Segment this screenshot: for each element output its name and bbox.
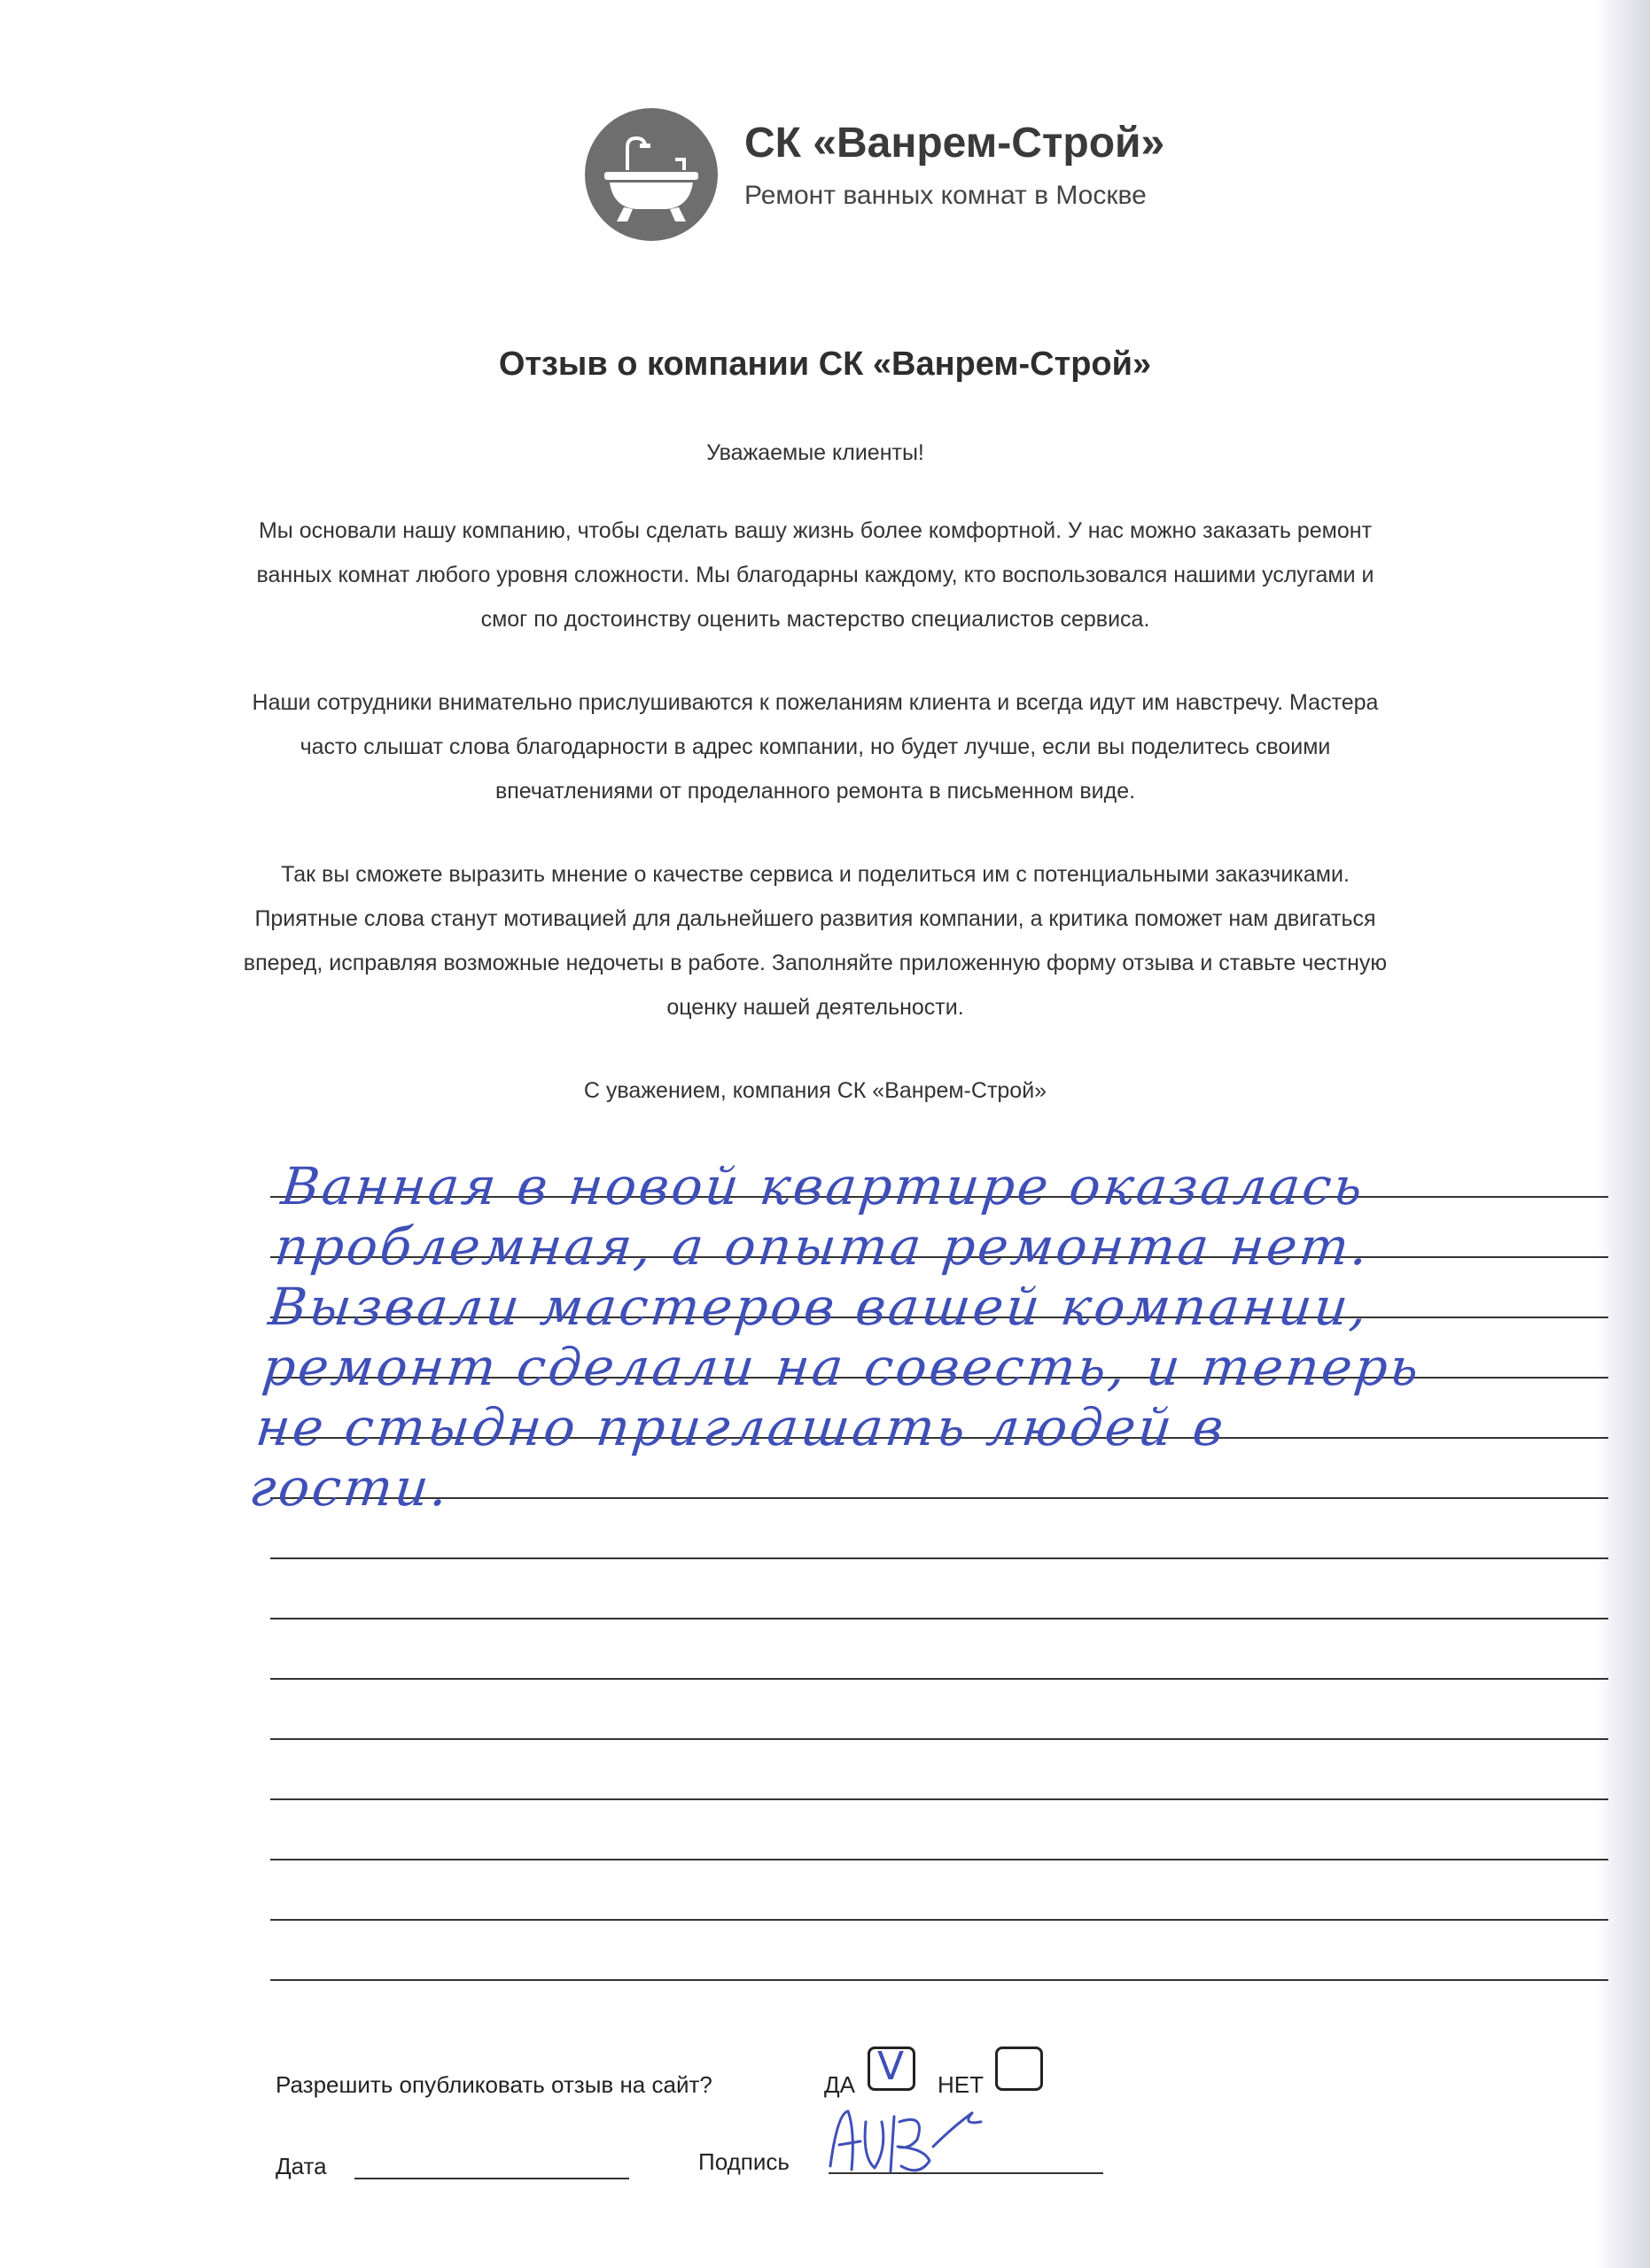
review-line: ремонт сделали на совесть, и теперь [259,1337,1425,1397]
publish-question: Разрешить опубликовать отзыв на сайт? [276,2071,712,2098]
handwritten-review [247,1156,1623,1518]
signature-label: Подпись [698,2148,790,2175]
intro-text [239,431,1391,1152]
company-name: СК «Ванрем-Строй» [744,120,1165,167]
check-mark: V [877,2044,905,2089]
intro-paragraph-3: Так вы сможете выразить мнение о качестве сервиса и поделиться им с потенциальными заказчиками. Приятные слова станут мотивацией для дальнейшего развития компании, а критика поможет нам двигаться вперед, исправляя возможные недочеты в работе. Заполняйте приложенную форму отзыва и ставьте честную оценку нашей деятельности. [243,862,1388,1020]
ruled-line [270,1979,1608,1981]
ruled-line [270,1557,1608,1559]
review-line: проблемная, а опыта ремонта нет. [272,1216,1374,1277]
no-checkbox[interactable] [995,2047,1043,2091]
review-line: гости. [246,1457,454,1518]
company-logo [585,108,1316,241]
ruled-line [270,1859,1608,1860]
yes-label: ДА [824,2071,855,2098]
signature-mark [820,2095,988,2184]
ruled-line [270,1678,1608,1680]
ruled-line [270,1798,1608,1800]
ruled-line [270,1919,1608,1921]
intro-paragraph-2: Наши сотрудники внимательно прислушиваются к пожеланиям клиента и всегда идут им навстречу. Мастера часто слышат слова благодарности в адрес компании, но будет лучше, если вы поделитесь своими впечатлениями от проделанного ремонта в письменном виде. [252,690,1379,804]
closing-line: С уважением, компания СК «Ванрем-Строй» [583,1078,1047,1103]
intro-paragraph-1: Мы основали нашу компанию, чтобы сделать вашу жизнь более комфортной. У нас можно заказать ремонт ванных комнат любого уровня сложности. Мы благодарны каждому, кто воспользовался нашими услугами и смог по достоинству оценить мастерство специалистов сервиса. [256,518,1374,632]
document-title: Отзыв о компании СК «Ванрем-Строй» [498,346,1152,383]
date-field[interactable] [354,2178,629,2179]
review-line: не стыдно приглашать людей в [253,1397,1229,1457]
date-label: Дата [276,2153,327,2179]
ruled-line [270,1618,1608,1619]
greeting: Уважаемые клиенты! [706,440,924,465]
bathtub-icon [585,108,718,241]
yes-checkbox[interactable] [868,2044,915,2091]
review-line: Вызвали мастеров вашей компании, [266,1277,1373,1337]
company-tagline: Ремонт ванных комнат в Москве [744,181,1147,210]
ruled-line [270,1738,1608,1740]
review-line: Ванная в новой квартире оказалась [278,1156,1368,1216]
no-label: НЕТ [938,2071,984,2098]
